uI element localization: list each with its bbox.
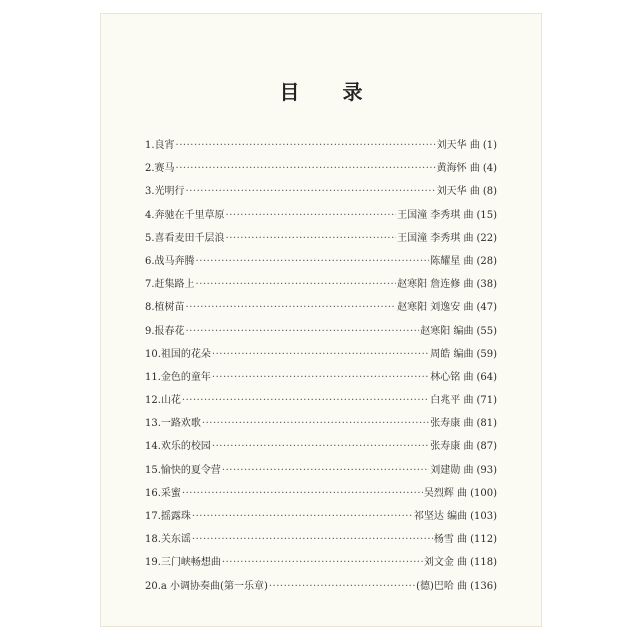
toc-entry [145, 528, 497, 551]
toc-entry-author: 张寿康 曲 [430, 418, 474, 430]
dot-leader [186, 296, 397, 319]
toc-entry-title: 报春花 [154, 325, 185, 337]
toc-entry-number: 2. [145, 163, 155, 175]
dot-leader [226, 227, 397, 250]
dot-leader [186, 180, 436, 203]
toc-entry-number: 10. [145, 348, 161, 360]
toc-entry-page: (1) [482, 140, 497, 151]
toc-entry-page: (55) [476, 325, 497, 337]
book-page [101, 14, 541, 626]
toc-entry-author: 周皓 编曲 [430, 348, 474, 360]
toc-entry-author: 王国潼 李秀琪 曲 [397, 232, 474, 244]
toc-entry-author: 白兆平 曲 [430, 395, 474, 407]
toc-entry-author: 吴烈辉 曲 [423, 487, 468, 499]
dot-leader [182, 482, 423, 505]
toc-entry-title: 金色的童年 [160, 371, 211, 383]
toc-entry-title: 喜看麦田千层浪 [154, 232, 225, 244]
toc-entry [145, 551, 497, 574]
toc-entry-author: 刘建勋 曲 [430, 464, 474, 476]
toc-entry-author: 刘天华 曲 [436, 186, 480, 198]
toc-entry-number: 1. [145, 140, 155, 151]
toc-entry-number: 11. [145, 371, 161, 383]
toc-entry-number: 8. [145, 302, 155, 314]
toc-entry-page: (136) [470, 580, 497, 592]
toc-entry-author: 赵寒阳 刘逸安 曲 [397, 302, 474, 314]
dot-leader [192, 528, 433, 551]
toc-entry-author: 赵寒阳 编曲 [420, 325, 474, 337]
toc-entry [145, 296, 497, 319]
toc-entry-author: 王国潼 李秀琪 曲 [397, 209, 474, 221]
toc-entry-page: (87) [476, 441, 497, 453]
toc-entry-title: 关东谣 [160, 534, 191, 546]
toc-entry [145, 412, 497, 435]
dot-leader [176, 134, 436, 157]
toc-entry-number: 13. [145, 418, 161, 430]
toc-entry [145, 134, 497, 157]
toc-entry-author: 黄海怀 曲 [436, 163, 480, 175]
toc-entry-number: 18. [145, 534, 161, 546]
toc-entry-author: 赵寒阳 詹连修 曲 [397, 279, 474, 291]
toc-entry-number: 17. [145, 511, 161, 522]
dot-leader [226, 204, 397, 227]
toc-entry [145, 157, 497, 180]
dot-leader [212, 366, 429, 389]
toc-entry-page: (93) [476, 464, 497, 476]
toc-entry-title: 奔驰在千里草原 [154, 209, 225, 221]
toc-entry-number: 12. [145, 395, 161, 407]
toc-entry [145, 366, 497, 389]
toc-entry [145, 227, 497, 250]
toc-entry-page: (4) [482, 163, 497, 175]
toc-entry-page: (47) [476, 302, 497, 314]
toc-entry-author: (德)巴哈 曲 [416, 580, 468, 592]
dot-leader [222, 551, 423, 574]
toc-entry-number: 9. [145, 325, 155, 337]
dot-leader [196, 273, 397, 296]
dot-leader [182, 389, 429, 412]
toc-entry-title: 祖国的花朵 [160, 348, 211, 360]
page-title: 目 录 [279, 80, 381, 104]
toc-entry-author: 刘天华 曲 [436, 140, 480, 151]
toc-entry-number: 7. [145, 279, 155, 291]
dot-leader [202, 412, 429, 435]
toc-entry [145, 482, 497, 505]
toc-entry [145, 389, 497, 412]
toc-entry-author: 杨雪 曲 [433, 534, 468, 546]
toc-entry-page: (103) [470, 511, 497, 522]
dot-leader [222, 459, 429, 482]
toc-entry-page: (64) [476, 371, 497, 383]
toc-entry-author: 刘文金 曲 [423, 557, 468, 569]
toc-entry-title: 一路欢歌 [160, 418, 201, 430]
toc-entry [145, 204, 497, 227]
toc-entry-page: (59) [476, 348, 497, 360]
toc-entry-author: 林心铭 曲 [430, 371, 474, 383]
toc-entry-number: 20. [145, 580, 161, 592]
toc-entry [145, 435, 497, 458]
toc-entry-title: 赶集路上 [154, 279, 195, 291]
toc-entry-page: (100) [470, 487, 497, 499]
toc-entry-number: 16. [145, 487, 161, 499]
dot-leader [212, 343, 429, 366]
toc-entry-title: 摇露珠 [160, 511, 191, 522]
toc-entry-number: 6. [145, 255, 155, 267]
toc-entry-page: (118) [470, 557, 497, 569]
dot-leader [176, 157, 436, 180]
toc-entry [145, 459, 497, 482]
dot-leader [212, 435, 429, 458]
toc-entry-title: 愉快的夏令营 [160, 464, 221, 476]
toc-entry-title: 植树苗 [154, 302, 185, 314]
dot-leader [186, 320, 420, 343]
table-of-contents [145, 134, 497, 598]
toc-entry-title: 光明行 [154, 186, 185, 198]
toc-entry [145, 575, 497, 598]
toc-entry-page: (8) [482, 186, 497, 198]
toc-entry-page: (81) [476, 418, 497, 430]
dot-leader [196, 250, 430, 273]
toc-entry-author: 陈耀星 曲 [430, 255, 474, 267]
toc-entry [145, 343, 497, 366]
toc-entry-title: 三门峡畅想曲 [160, 557, 221, 569]
toc-entry-title: 良宵 [154, 140, 175, 151]
toc-entry-page: (28) [476, 255, 497, 267]
toc-entry-title: 战马奔腾 [154, 255, 195, 267]
toc-entry-number: 4. [145, 209, 155, 221]
toc-entry-title: 山花 [160, 395, 181, 407]
toc-entry-page: (15) [476, 209, 497, 221]
toc-entry [145, 273, 497, 296]
toc-entry-author: 张寿康 曲 [430, 441, 474, 453]
toc-entry [145, 250, 497, 273]
toc-entry-title: a 小调协奏曲(第一乐章) [160, 580, 268, 592]
toc-entry-page: (38) [476, 279, 497, 291]
toc-entry-page: (71) [476, 395, 497, 407]
toc-entry-number: 5. [145, 232, 155, 244]
toc-entry-number: 15. [145, 464, 161, 476]
toc-entry [145, 320, 497, 343]
dot-leader [192, 505, 413, 528]
toc-entry [145, 180, 497, 203]
toc-entry-page: (112) [470, 534, 497, 546]
toc-entry-title: 赛马 [154, 163, 175, 175]
toc-entry-number: 3. [145, 186, 155, 198]
toc-entry [145, 505, 497, 528]
toc-entry-page: (22) [476, 232, 497, 244]
toc-entry-number: 19. [145, 557, 161, 569]
toc-entry-author: 祁坚达 编曲 [413, 511, 468, 522]
toc-entry-title: 欢乐的校园 [160, 441, 211, 453]
dot-leader [269, 575, 415, 598]
toc-entry-title: 采蜜 [160, 487, 181, 499]
toc-entry-number: 14. [145, 441, 161, 453]
